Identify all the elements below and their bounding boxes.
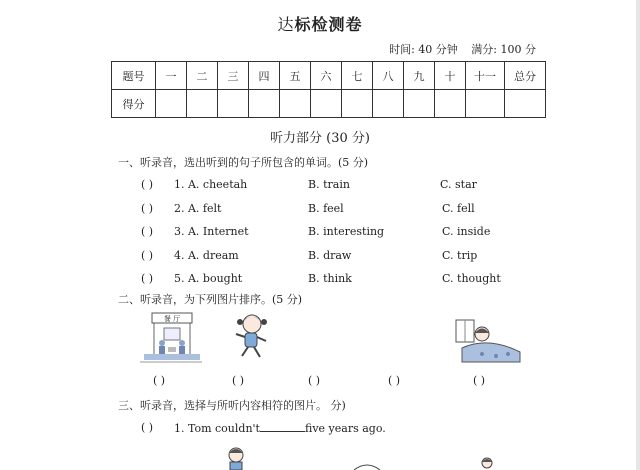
score-input-cell[interactable]	[466, 90, 505, 118]
score-input-cell[interactable]	[311, 90, 342, 118]
running-girl-picture	[228, 312, 272, 362]
page-edge	[636, 0, 640, 470]
option-b: B. interesting	[308, 225, 385, 238]
score-input-cell[interactable]	[249, 90, 280, 118]
option-b: B. think	[308, 272, 352, 285]
page-title: 达标检测卷	[277, 15, 363, 34]
score-input-cell[interactable]	[435, 90, 466, 118]
table-cell: 八	[373, 62, 404, 90]
option-b: B. train	[308, 178, 350, 191]
order-paren[interactable]: ( )	[153, 374, 166, 387]
answer-paren[interactable]: ( )	[141, 225, 154, 238]
child-picture-partial	[474, 455, 500, 470]
sleeping-child-picture	[452, 318, 524, 366]
score-input-cell[interactable]	[505, 90, 546, 118]
score-input-cell[interactable]	[342, 90, 373, 118]
boy-picture-partial	[222, 445, 252, 470]
option-b: B. draw	[308, 249, 352, 262]
score-table-header-row	[112, 62, 546, 90]
option-c: C. fell	[442, 202, 475, 215]
table-cell: 四	[249, 62, 280, 90]
option-b: B. feel	[308, 202, 344, 215]
score-input-cell[interactable]	[218, 90, 249, 118]
section1-heading: 一、听录音，选出听到的句子所包含的单词。(5 分)	[118, 156, 369, 169]
option-a: 4. A. dream	[174, 249, 239, 262]
table-cell: 九	[404, 62, 435, 90]
order-paren[interactable]: ( )	[473, 374, 486, 387]
answer-paren[interactable]: ( )	[141, 272, 154, 285]
table-cell: 得分	[112, 90, 156, 118]
score-input-cell[interactable]	[373, 90, 404, 118]
score-input-cell[interactable]	[187, 90, 218, 118]
option-c: C. trip	[442, 249, 478, 262]
restaurant-sign-text: 餐 厅	[163, 315, 181, 323]
option-a: 2. A. felt	[174, 202, 222, 215]
option-a: 5. A. bought	[174, 272, 243, 285]
answer-paren[interactable]: ( )	[141, 249, 154, 262]
score-input-cell[interactable]	[280, 90, 311, 118]
exam-meta	[389, 41, 536, 57]
answer-paren[interactable]: ( )	[141, 178, 154, 191]
option-a: 1. A. cheetah	[174, 178, 248, 191]
order-paren[interactable]: ( )	[308, 374, 321, 387]
section3-heading: 三、听录音，选择与所听内容相符的图片。 分)	[118, 399, 346, 412]
score-input-cell[interactable]	[156, 90, 187, 118]
question-sentence: 1. Tom couldn't five years ago.	[174, 422, 386, 435]
ball-picture-partial	[352, 462, 382, 470]
order-paren[interactable]: ( )	[388, 374, 401, 387]
section2-heading: 二、听录音，为下列图片排序。(5 分)	[118, 293, 303, 306]
answer-paren[interactable]: ( )	[141, 421, 154, 434]
answer-paren[interactable]: ( )	[141, 202, 154, 215]
table-cell: 七	[342, 62, 373, 90]
table-cell: 五	[280, 62, 311, 90]
option-c: C. star	[440, 178, 477, 191]
table-cell: 六	[311, 62, 342, 90]
score-input-cell[interactable]	[404, 90, 435, 118]
restaurant-picture	[140, 310, 202, 366]
score-table-score-row	[112, 90, 546, 118]
option-c: C. thought	[442, 272, 501, 285]
table-cell: 三	[218, 62, 249, 90]
option-c: C. inside	[442, 225, 491, 238]
table-cell: 一	[156, 62, 187, 90]
table-cell: 二	[187, 62, 218, 90]
time-limit: 时间: 40 分钟	[389, 43, 458, 56]
score-table	[111, 61, 546, 118]
listening-section-title: 听力部分 (30 分)	[270, 131, 370, 146]
table-cell: 题号	[112, 62, 156, 90]
full-score: 满分: 100 分	[471, 43, 536, 56]
table-cell: 十	[435, 62, 466, 90]
order-paren[interactable]: ( )	[232, 374, 245, 387]
fill-blank[interactable]	[260, 421, 305, 432]
option-a: 3. A. Internet	[174, 225, 249, 238]
table-cell: 总分	[505, 62, 546, 90]
table-cell: 十一	[466, 62, 505, 90]
